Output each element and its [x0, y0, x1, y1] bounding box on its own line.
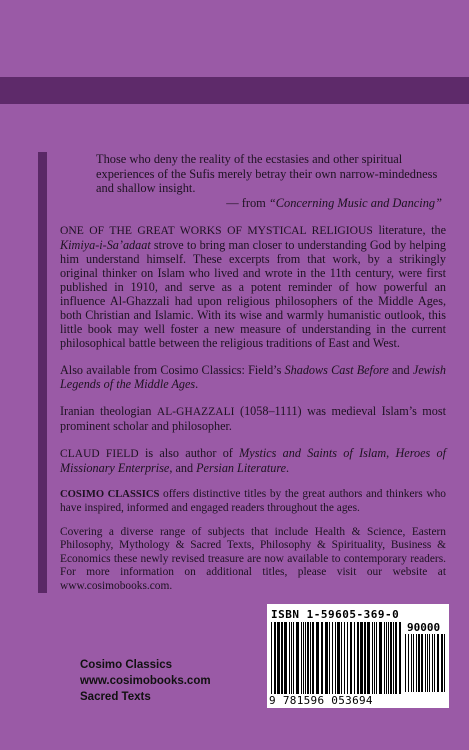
barcode-bar [441, 634, 443, 692]
barcode-bar [303, 622, 304, 694]
publisher-name: Cosimo Classics [80, 659, 173, 671]
translator-title1: Mystics and Saints of Islam [239, 446, 387, 461]
barcode-bar [354, 622, 355, 694]
author-bio-rest: (1058–1111) was medieval Islam’s most prominent scholar and philosopher. [60, 404, 446, 434]
barcode-bar [274, 622, 276, 694]
barcode-bar [360, 622, 363, 694]
barcode-bar [332, 622, 333, 694]
barcode-bar [393, 622, 394, 694]
barcode-bar [277, 622, 280, 694]
publisher-website[interactable]: www.cosimobooks.com [80, 675, 211, 687]
price-code: 90000 [407, 621, 441, 634]
quote-attribution [96, 196, 442, 211]
barcode-bar [271, 622, 272, 694]
barcode-bar [376, 622, 377, 694]
description-part1: literature, the [372, 223, 447, 238]
description-paragraph [60, 223, 446, 350]
book-title-italic: Kimiya-i-Sa’adaat [60, 238, 151, 253]
barcode-bar [316, 622, 319, 694]
barcode-bar [399, 622, 401, 694]
barcode-bar [321, 622, 323, 694]
barcode-bar [444, 634, 445, 692]
ean-number: 9 781596 053694 [269, 694, 373, 707]
barcode-bar [289, 622, 290, 694]
barcode-bar [386, 622, 387, 694]
also-available-prefix: Also available from Cosimo Classics: Field’s [60, 363, 285, 378]
barcode-bars [271, 622, 401, 694]
also-available-middle: and [388, 363, 413, 378]
also-available-title1: Shadows Cast Before [284, 363, 389, 378]
series-name: Sacred Texts [80, 691, 151, 703]
barcode-bar [379, 622, 382, 694]
barcode-bar [305, 622, 306, 694]
also-available-paragraph [60, 363, 446, 391]
barcode-bar [307, 622, 309, 694]
subjects-paragraph: Covering a diverse range of subjects that include Health & Science, Eastern Philosophy, Mythology & Sacred Texts, Philosophy & Spirituality, Business & Economics these newly revised treasure are now available to contemporary readers. For more information on additional titles, please visit our website at www.cosimobooks.com. [60, 525, 446, 592]
author-bio-paragraph [60, 404, 446, 433]
barcode-bar [284, 622, 287, 694]
barcode-bar [429, 634, 430, 692]
translator-sep1: , [386, 446, 396, 461]
cosimo-name: COSIMO CLASSICS [60, 489, 160, 501]
barcode-bar [335, 622, 336, 694]
barcode-bar [395, 622, 397, 694]
description-part2: strove to bring man closer to understanding God by helping him understand himself. These excerpts from that work, by a strikingly original thinker on Islam who lived and wrote in the 11th century, were first published in 1910, and serve as a potent reminder of how powerful an influence Al-Ghazzali had upon religious philosophers of the Middle Ages, both Christian and Islamic. With its wise and warmly humanistic outlook, this little book may well foster a new measure of understanding in the current philosophical battle between the religious traditions of East and West. [60, 238, 446, 351]
translator-sep2: , and [169, 461, 197, 476]
cosimo-statement-paragraph [60, 488, 446, 515]
barcode-bar [310, 622, 311, 694]
barcode-bar [413, 634, 414, 692]
barcode-bar [357, 622, 359, 694]
barcode-bar [434, 634, 435, 692]
also-available-suffix: . [195, 377, 199, 392]
publisher-info [80, 657, 211, 705]
translator-title2: Heroes of Missionary Enterprise [60, 446, 446, 476]
barcode-bar [388, 622, 389, 694]
barcode-bar [421, 634, 423, 692]
barcode-bar [281, 622, 283, 694]
barcode-bar [418, 634, 420, 692]
barcode-bar [347, 622, 348, 694]
barcode-bar [416, 634, 417, 692]
attribution-title: “Concerning Music and Dancing” [268, 195, 442, 210]
translator-bio-paragraph [60, 446, 446, 475]
barcode-bar [350, 622, 352, 694]
barcode-bar [384, 622, 385, 694]
barcode-bar [408, 634, 409, 692]
translator-name: CLAUD FIELD [60, 448, 139, 461]
isbn-barcode [267, 604, 449, 708]
barcode-bar [329, 622, 330, 694]
barcode-bar [411, 634, 412, 692]
vertical-accent-bar [38, 152, 47, 593]
barcode-bar [367, 622, 370, 694]
barcode-bar [325, 622, 328, 694]
price-barcode-bars [405, 634, 445, 692]
translator-suffix: . [286, 461, 290, 476]
barcode-bar [427, 634, 428, 692]
barcode-bar [374, 622, 375, 694]
epigraph-quote [96, 152, 442, 210]
barcode-bar [312, 622, 314, 694]
description-lead: ONE OF THE GREAT WORKS OF MYSTICAL RELIGIOUS [60, 224, 373, 238]
barcode-bar [364, 622, 366, 694]
barcode-bar [293, 622, 294, 694]
quote-text: Those who deny the reality of the ecstasies and other spiritual experiences of the Sufis merely betray their own narrow-mindedness and shallow insight. [96, 152, 438, 196]
author-name: AL-GHAZZALI [156, 406, 235, 419]
top-color-band [0, 77, 469, 104]
translator-title3: Persian Literature [196, 461, 287, 476]
barcode-bar [405, 634, 406, 692]
barcode-bar [291, 622, 292, 694]
barcode-bar [301, 622, 302, 694]
back-cover-text [60, 152, 446, 594]
barcode-bar [296, 622, 299, 694]
barcode-bar [337, 622, 340, 694]
author-bio-prefix: Iranian theologian [60, 404, 157, 419]
barcode-bar [344, 622, 345, 694]
barcode-bar [437, 634, 439, 692]
also-available-title2: Jewish Legends of the Middle Ages [60, 363, 446, 392]
translator-bio-middle: is also author of [138, 446, 240, 461]
barcode-bar [372, 622, 373, 694]
isbn-label: ISBN 1-59605-369-0 [271, 608, 400, 621]
barcode-bar [390, 622, 392, 694]
attribution-prefix: — from [226, 195, 269, 210]
barcode-bar [432, 634, 433, 692]
barcode-bar [341, 622, 342, 694]
barcode-bar [425, 634, 426, 692]
cosimo-statement-rest: offers distinctive titles by the great authors and thinkers who have inspired, informed and engaged readers throughout the ages. [60, 488, 446, 514]
